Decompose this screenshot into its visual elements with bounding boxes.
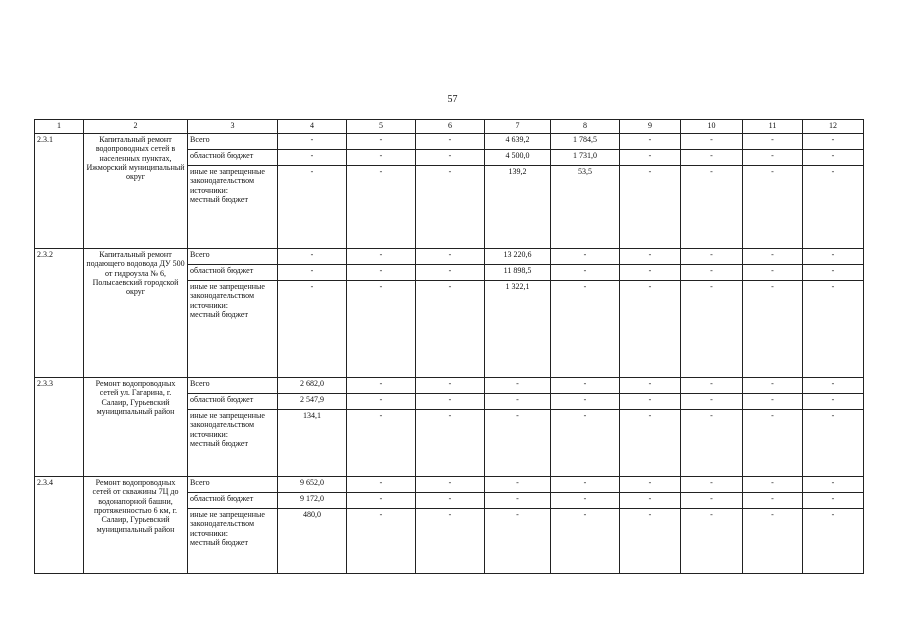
value-cell: -	[347, 477, 416, 493]
value-cell: 2 547,9	[278, 394, 347, 410]
value-cell: -	[743, 477, 803, 493]
value-cell: -	[681, 410, 743, 477]
value-cell: -	[681, 477, 743, 493]
value-cell: -	[485, 378, 551, 394]
value-cell: -	[803, 134, 864, 150]
value-cell: 1 731,0	[551, 150, 620, 166]
header-row	[35, 120, 864, 134]
funding-source: областной бюджет	[188, 493, 278, 509]
value-cell: 4 500,0	[485, 150, 551, 166]
value-cell: 139,2	[485, 166, 551, 249]
value-cell: -	[347, 134, 416, 150]
value-cell: -	[620, 249, 681, 265]
value-cell: -	[620, 265, 681, 281]
value-cell: 2 682,0	[278, 378, 347, 394]
value-cell: 9 172,0	[278, 493, 347, 509]
header-cell: 8	[551, 120, 620, 134]
value-cell: -	[416, 394, 485, 410]
value-cell: -	[681, 394, 743, 410]
value-cell: -	[278, 150, 347, 166]
header-cell: 4	[278, 120, 347, 134]
item-description: Ремонт водопроводных сетей от скважины 7Ц до водонапорной башни, протяженностью 6 км, г. Салаир, Гурьевский муниципальный район	[84, 477, 188, 574]
header-cell: 9	[620, 120, 681, 134]
value-cell: -	[803, 378, 864, 394]
value-cell: -	[278, 166, 347, 249]
value-cell: -	[743, 166, 803, 249]
value-cell: -	[803, 394, 864, 410]
value-cell: -	[485, 477, 551, 493]
value-cell: 11 898,5	[485, 265, 551, 281]
value-cell: -	[803, 249, 864, 265]
value-cell: -	[803, 410, 864, 477]
value-cell: -	[620, 378, 681, 394]
value-cell: -	[416, 265, 485, 281]
value-cell: -	[278, 134, 347, 150]
value-cell: -	[347, 150, 416, 166]
value-cell: -	[681, 509, 743, 574]
funding-source	[188, 410, 278, 477]
value-cell: 1 784,5	[551, 134, 620, 150]
header-cell: 10	[681, 120, 743, 134]
header-cell: 3	[188, 120, 278, 134]
table-row	[35, 134, 864, 150]
page-number: 57	[447, 94, 458, 105]
value-cell: -	[416, 378, 485, 394]
value-cell: -	[743, 509, 803, 574]
item-number: 2.3.3	[35, 378, 84, 477]
value-cell: -	[803, 493, 864, 509]
header-cell: 5	[347, 120, 416, 134]
funding-source: Всего	[188, 249, 278, 265]
value-cell: -	[803, 265, 864, 281]
value-cell: -	[485, 509, 551, 574]
value-cell: -	[681, 134, 743, 150]
value-cell: -	[347, 394, 416, 410]
funding-source-label: иные не запрещенные законодательством источники:	[190, 282, 265, 310]
funding-source	[188, 281, 278, 378]
header-cell: 11	[743, 120, 803, 134]
value-cell: 4 639,2	[485, 134, 551, 150]
funding-source	[188, 166, 278, 249]
funding-source-sub: местный бюджет	[190, 538, 248, 548]
funding-source	[188, 509, 278, 574]
funding-source: областной бюджет	[188, 150, 278, 166]
value-cell: -	[416, 281, 485, 378]
value-cell: -	[620, 410, 681, 477]
value-cell: -	[347, 509, 416, 574]
value-cell: -	[620, 394, 681, 410]
funding-source-label: иные не запрещенные законодательством источники:	[190, 167, 265, 195]
funding-source: Всего	[188, 477, 278, 493]
value-cell: -	[347, 166, 416, 249]
table-row	[35, 378, 864, 394]
value-cell: -	[620, 477, 681, 493]
value-cell: -	[743, 378, 803, 394]
funding-source: областной бюджет	[188, 394, 278, 410]
value-cell: -	[681, 249, 743, 265]
value-cell: -	[803, 477, 864, 493]
value-cell: -	[278, 265, 347, 281]
item-number: 2.3.4	[35, 477, 84, 574]
value-cell: 53,5	[551, 166, 620, 249]
header-cell: 2	[84, 120, 188, 134]
value-cell: 134,1	[278, 410, 347, 477]
header-cell: 7	[485, 120, 551, 134]
value-cell: -	[620, 166, 681, 249]
value-cell: -	[485, 410, 551, 477]
value-cell: -	[681, 378, 743, 394]
funding-source: Всего	[188, 378, 278, 394]
value-cell: -	[803, 150, 864, 166]
value-cell: -	[620, 150, 681, 166]
funding-source-sub: местный бюджет	[190, 310, 248, 320]
value-cell: -	[743, 281, 803, 378]
value-cell: -	[551, 493, 620, 509]
value-cell: 9 652,0	[278, 477, 347, 493]
value-cell: -	[551, 281, 620, 378]
value-cell: -	[347, 378, 416, 394]
value-cell: -	[681, 150, 743, 166]
value-cell: -	[743, 134, 803, 150]
value-cell: -	[743, 394, 803, 410]
value-cell: -	[803, 166, 864, 249]
value-cell: -	[347, 410, 416, 477]
funding-source-label: иные не запрещенные законодательством источники:	[190, 510, 265, 538]
value-cell: -	[416, 249, 485, 265]
funding-source-label: иные не запрещенные законодательством источники:	[190, 411, 265, 439]
value-cell: -	[681, 493, 743, 509]
value-cell: -	[620, 281, 681, 378]
value-cell: -	[681, 166, 743, 249]
value-cell: -	[743, 265, 803, 281]
value-cell: -	[551, 394, 620, 410]
value-cell: -	[743, 493, 803, 509]
value-cell: -	[485, 394, 551, 410]
value-cell: -	[620, 134, 681, 150]
item-number: 2.3.2	[35, 249, 84, 378]
funding-source: Всего	[188, 134, 278, 150]
item-description: Капитальный ремонт подающего водовода ДУ 500 от гидроузла № 6, Полысаевский городской округ	[84, 249, 188, 378]
value-cell: -	[416, 166, 485, 249]
budget-table	[34, 119, 864, 574]
value-cell: 13 220,6	[485, 249, 551, 265]
value-cell: -	[485, 493, 551, 509]
value-cell: -	[416, 134, 485, 150]
value-cell: -	[416, 410, 485, 477]
funding-source: областной бюджет	[188, 265, 278, 281]
value-cell: -	[551, 249, 620, 265]
item-description: Ремонт водопроводных сетей ул. Гагарина, г. Салаир, Гурьевский муниципальный район	[84, 378, 188, 477]
value-cell: 480,0	[278, 509, 347, 574]
header-cell: 6	[416, 120, 485, 134]
value-cell: -	[347, 249, 416, 265]
value-cell: -	[620, 493, 681, 509]
value-cell: -	[681, 281, 743, 378]
value-cell: -	[743, 150, 803, 166]
value-cell: -	[278, 281, 347, 378]
value-cell: -	[347, 265, 416, 281]
value-cell: -	[551, 378, 620, 394]
value-cell: -	[803, 281, 864, 378]
value-cell: -	[347, 281, 416, 378]
header-cell: 1	[35, 120, 84, 134]
value-cell: -	[743, 249, 803, 265]
item-number: 2.3.1	[35, 134, 84, 249]
funding-source-sub: местный бюджет	[190, 195, 248, 205]
value-cell: -	[347, 493, 416, 509]
table-row	[35, 477, 864, 493]
value-cell: -	[416, 493, 485, 509]
value-cell: -	[551, 410, 620, 477]
value-cell: -	[681, 265, 743, 281]
value-cell: -	[551, 265, 620, 281]
table-row	[35, 249, 864, 265]
value-cell: -	[551, 509, 620, 574]
value-cell: -	[743, 410, 803, 477]
value-cell: -	[416, 477, 485, 493]
value-cell: 1 322,1	[485, 281, 551, 378]
value-cell: -	[416, 509, 485, 574]
header-cell: 12	[803, 120, 864, 134]
value-cell: -	[803, 509, 864, 574]
value-cell: -	[620, 509, 681, 574]
item-description: Капитальный ремонт водопроводных сетей в населенных пунктах, Ижморский муниципальный округ	[84, 134, 188, 249]
value-cell: -	[278, 249, 347, 265]
funding-source-sub: местный бюджет	[190, 439, 248, 449]
value-cell: -	[551, 477, 620, 493]
value-cell: -	[416, 150, 485, 166]
